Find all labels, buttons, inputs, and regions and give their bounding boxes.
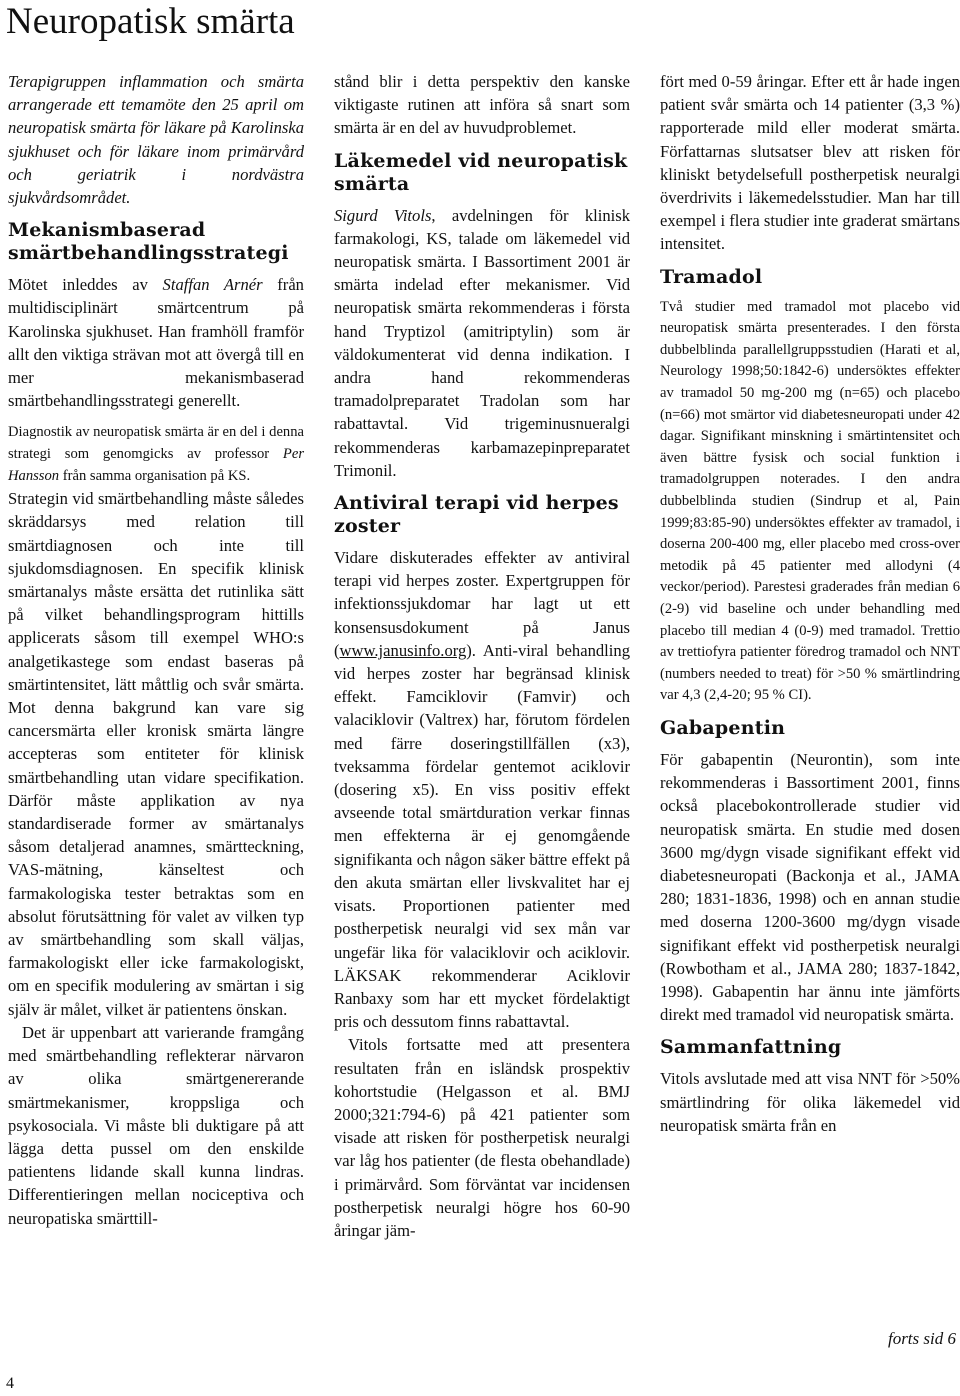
- page-title: Neuropatisk smärta: [6, 1, 295, 42]
- paragraph: Vitols avslutade med att visa NNT för >50% smärtlindring för olika läkemedel vid neuropatisk smärta från en: [660, 1069, 960, 1135]
- heading-tramadol: Tramadol: [660, 265, 763, 288]
- text-run: Diagnostik av neuropatisk smärta är en del i denna strategi som genomgicks av professor: [8, 424, 304, 463]
- person-name: Per Hansson: [8, 446, 304, 484]
- text-run: från multidisciplinärt smärtcentrum på Karolinska sjukhuset. Han framhöll framför allt den viktiga strävan mot att övergå till en mer mekanismbaserad smärtbehandlingsstrategi generellt.: [8, 275, 304, 411]
- text-run: , avdelningen för klinisk farmakologi, KS, talade om läkemedel vid neuropatisk smärta. I Bassortiment 2001 är smärta indelad efter mekanismer. Vid neuropatisk smärta rekommenderas i första hand Tryptizol (amitriptylin) som är väldokumenterat vid denna indikation. I andra hand rekommenderas tramadolpreparatet Tradolan som har rabattavtal. Vid trigeminusnueralgi rekommenderas karbamazepinpreparatet Trimonil.: [334, 205, 630, 480]
- text-run: Vidare diskuterades effekter av antiviral terapi vid herpes zoster. Expertgruppen för infektionssjukdomar har lagt ut ett konsensusdokument på Janus (: [334, 548, 630, 660]
- paragraph: stånd blir i detta perspektiv den kanske viktigaste rutinen att införa så snart som smärta är en del av huvudproblemet.: [334, 72, 630, 138]
- page-number: 4: [6, 1375, 14, 1392]
- person-name: Sigurd Vitols: [334, 205, 432, 225]
- text-run: Mötet inleddes av: [8, 275, 163, 295]
- intro-text: Terapigruppen inflammation och smärta arrangerade ett temamöte den 25 april om neuropatisk smärta för läkare på Karolinska sjukhuset och för läkare inom primärvård och geriatrik i nordvästra sjukvårdsområdet.: [8, 72, 304, 208]
- heading-lakemedel: Läkemedel vid neuropatisk smärta: [334, 149, 628, 195]
- article-column-1: [8, 70, 304, 1230]
- paragraph: Strategin vid smärtbehandling måste således skräddarsys med relation till smärtdiagnosen och inte till sjukdomsdiagnosen. En specifik klinisk smärtanalys måste ersätta det rutinlika sätt på vilket behandlingsprogram hittills applicerats såsom till exempel WHO:s analgetikastege som endast baseras på smärtintensitet, lätt måttlig och svår smärta. Mot denna bakgrund kan vare sig cancersmärta eller kronisk smärta längre accepteras som entiteter för klinisk smärtbehandling utan vidare specifikation. Därför måste applikation av nya standardiserade former av smärtanalys såsom detaljerad anamnes, smärtteckning, VAS-mätning, känseltest och farmakologiska tester betraktas som en absolut förutsättning för valet av vilken typ av smärtbehandling som skall väljas, farmakologiskt eller icke farmakologiskt, om en specifik modulering av smärtan i sig själv är målet, vilket är patientens önskan.: [8, 489, 304, 1019]
- paragraph: [334, 204, 630, 482]
- article-column-3: [660, 70, 960, 1137]
- janusinfo-link[interactable]: www.janusinfo.org: [339, 640, 467, 660]
- paragraph: Vitols fortsatte med att presentera resultaten från en isländsk prospektiv kohortstudie (Helgasson et al. BMJ 2000;321:794-6) på 421 patienter som visade att risken för postherpetisk neuralgi var låg hos patienter (de flesta obehandlade) i primärvård. Som förväntat var incidensen postherpetisk neuralgi högre hos 60-90 åringar jäm-: [334, 1035, 630, 1240]
- heading-antiviral: Antiviral terapi vid herpes zoster: [334, 492, 619, 538]
- paragraph: Det är uppenbart att varierande framgång med smärtbehandling reflekterar närvaron av olika smärtgenererande smärtmekanismer, kroppsliga och psykosociala. Vi måste bli duktigare på att lägga detta pussel om den enskilde patientens lidande skall kunna lindras. Differentieringen mellan nociceptiva och neuropatiska smärttill-: [8, 1022, 304, 1228]
- heading-mekanismbaserad: Mekanismbaserad smärtbehandlingsstrategi: [8, 219, 289, 265]
- paragraph: [334, 546, 630, 1033]
- text-run: ). Anti-viral behandling vid herpes zoster har begränsad klinisk effekt. Famciklovir (Famvir) och valaciklovir (Valtrex) har, förutom fördelen med färre doseringstillfällen (x3), tveksamma fördelar gentemot aciklovir (dosering x5). En viss positiv effekt avseende total smärtduration verkar finnas men effekterna är ej genomgående signifikanta och någon säker bättre effekt på den akuta smärtan eller livskvalitet har ej visats. Proportionen patienter med postherpetisk neuralgi vid sex mån var ungefär lika för valaciklovir och aciklovir. LÄKSAK rekommenderar Aciklovir Ranbaxy som har ett mycket fördelaktigt pris och dessutom finns rabattavtal.: [334, 640, 630, 1032]
- heading-gabapentin: Gabapentin: [660, 716, 786, 739]
- paragraph: [8, 273, 304, 412]
- person-name: Staffan Arnér: [162, 275, 263, 295]
- paragraph: Två studier med tramadol mot placebo vid neuropatisk smärta presenterades. I den första dubbelblinda parallellgruppsstudien (Harati et al, Neurology 1998;50:1842-6) undersöktes effekter av tramadol 50 mg-200 mg (n=65) och placebo (n=66) mot smärtor vid diabetesneuropati under 42 dagar. Signifikant minskning i smärtintensitet och även bättre fysisk och social funktion i tramadolgruppen noterades. I den andra dubbelblinda studien (Sindrup et al, Pain 1999;83:85-90) undersöktes effekter av tramadol, i doserna 200-400 mg, eller placebo med cross-over metodik på 45 patienter med allodyni (4 veckor/period). Parestesi graderades från median 6 (2-9) vid baseline och under behandling med placebo till median 4 (0-9) med tramadol. Trettio av trettiofyra patienter föredrog tramadol och NNT (numbers needed to treat) för >50 % smärtlindring var 4,3 (2,4-20; 95 % CI).: [660, 298, 960, 704]
- paragraph: fört med 0-59 åringar. Efter ett år hade ingen patient svår smärta och 14 patienter (3,3 %) rapporterade mild eller moderat smärta. Författarnas slutsatser blev att risken för kliniskt betydelsefull postherpetisk neuralgi överdrivits i läkemedelsstudier. Man har till exempel i flera studier inte graderat smärtans intensitet.: [660, 72, 960, 254]
- continued-note: forts sid 6: [887, 1329, 956, 1348]
- text-run: från samma organisation på KS.: [59, 467, 251, 484]
- article-column-2: [334, 70, 630, 1242]
- heading-sammanfattning: Sammanfattning: [660, 1036, 842, 1059]
- paragraph: [8, 422, 304, 487]
- paragraph: För gabapentin (Neurontin), som inte rekommenderas i Bassortiment 2001, finns också placebokontrollerade studier vid neuropatisk smärta. En studie med dosen 3600 mg/dygn visade signifikant effekt vid diabetesneuropati (Backonja et al., JAMA 280; 1831-1836, 1998) och en annan studie med doserna 1200-3600 mg/dygn visade signifikant effekt vid postherpetisk neuralgi (Rowbotham et al., JAMA 280; 1837-1842, 1998). Gabapentin har ännu inte jämförts direkt med tramadol vid neuropatisk smärta.: [660, 749, 960, 1025]
